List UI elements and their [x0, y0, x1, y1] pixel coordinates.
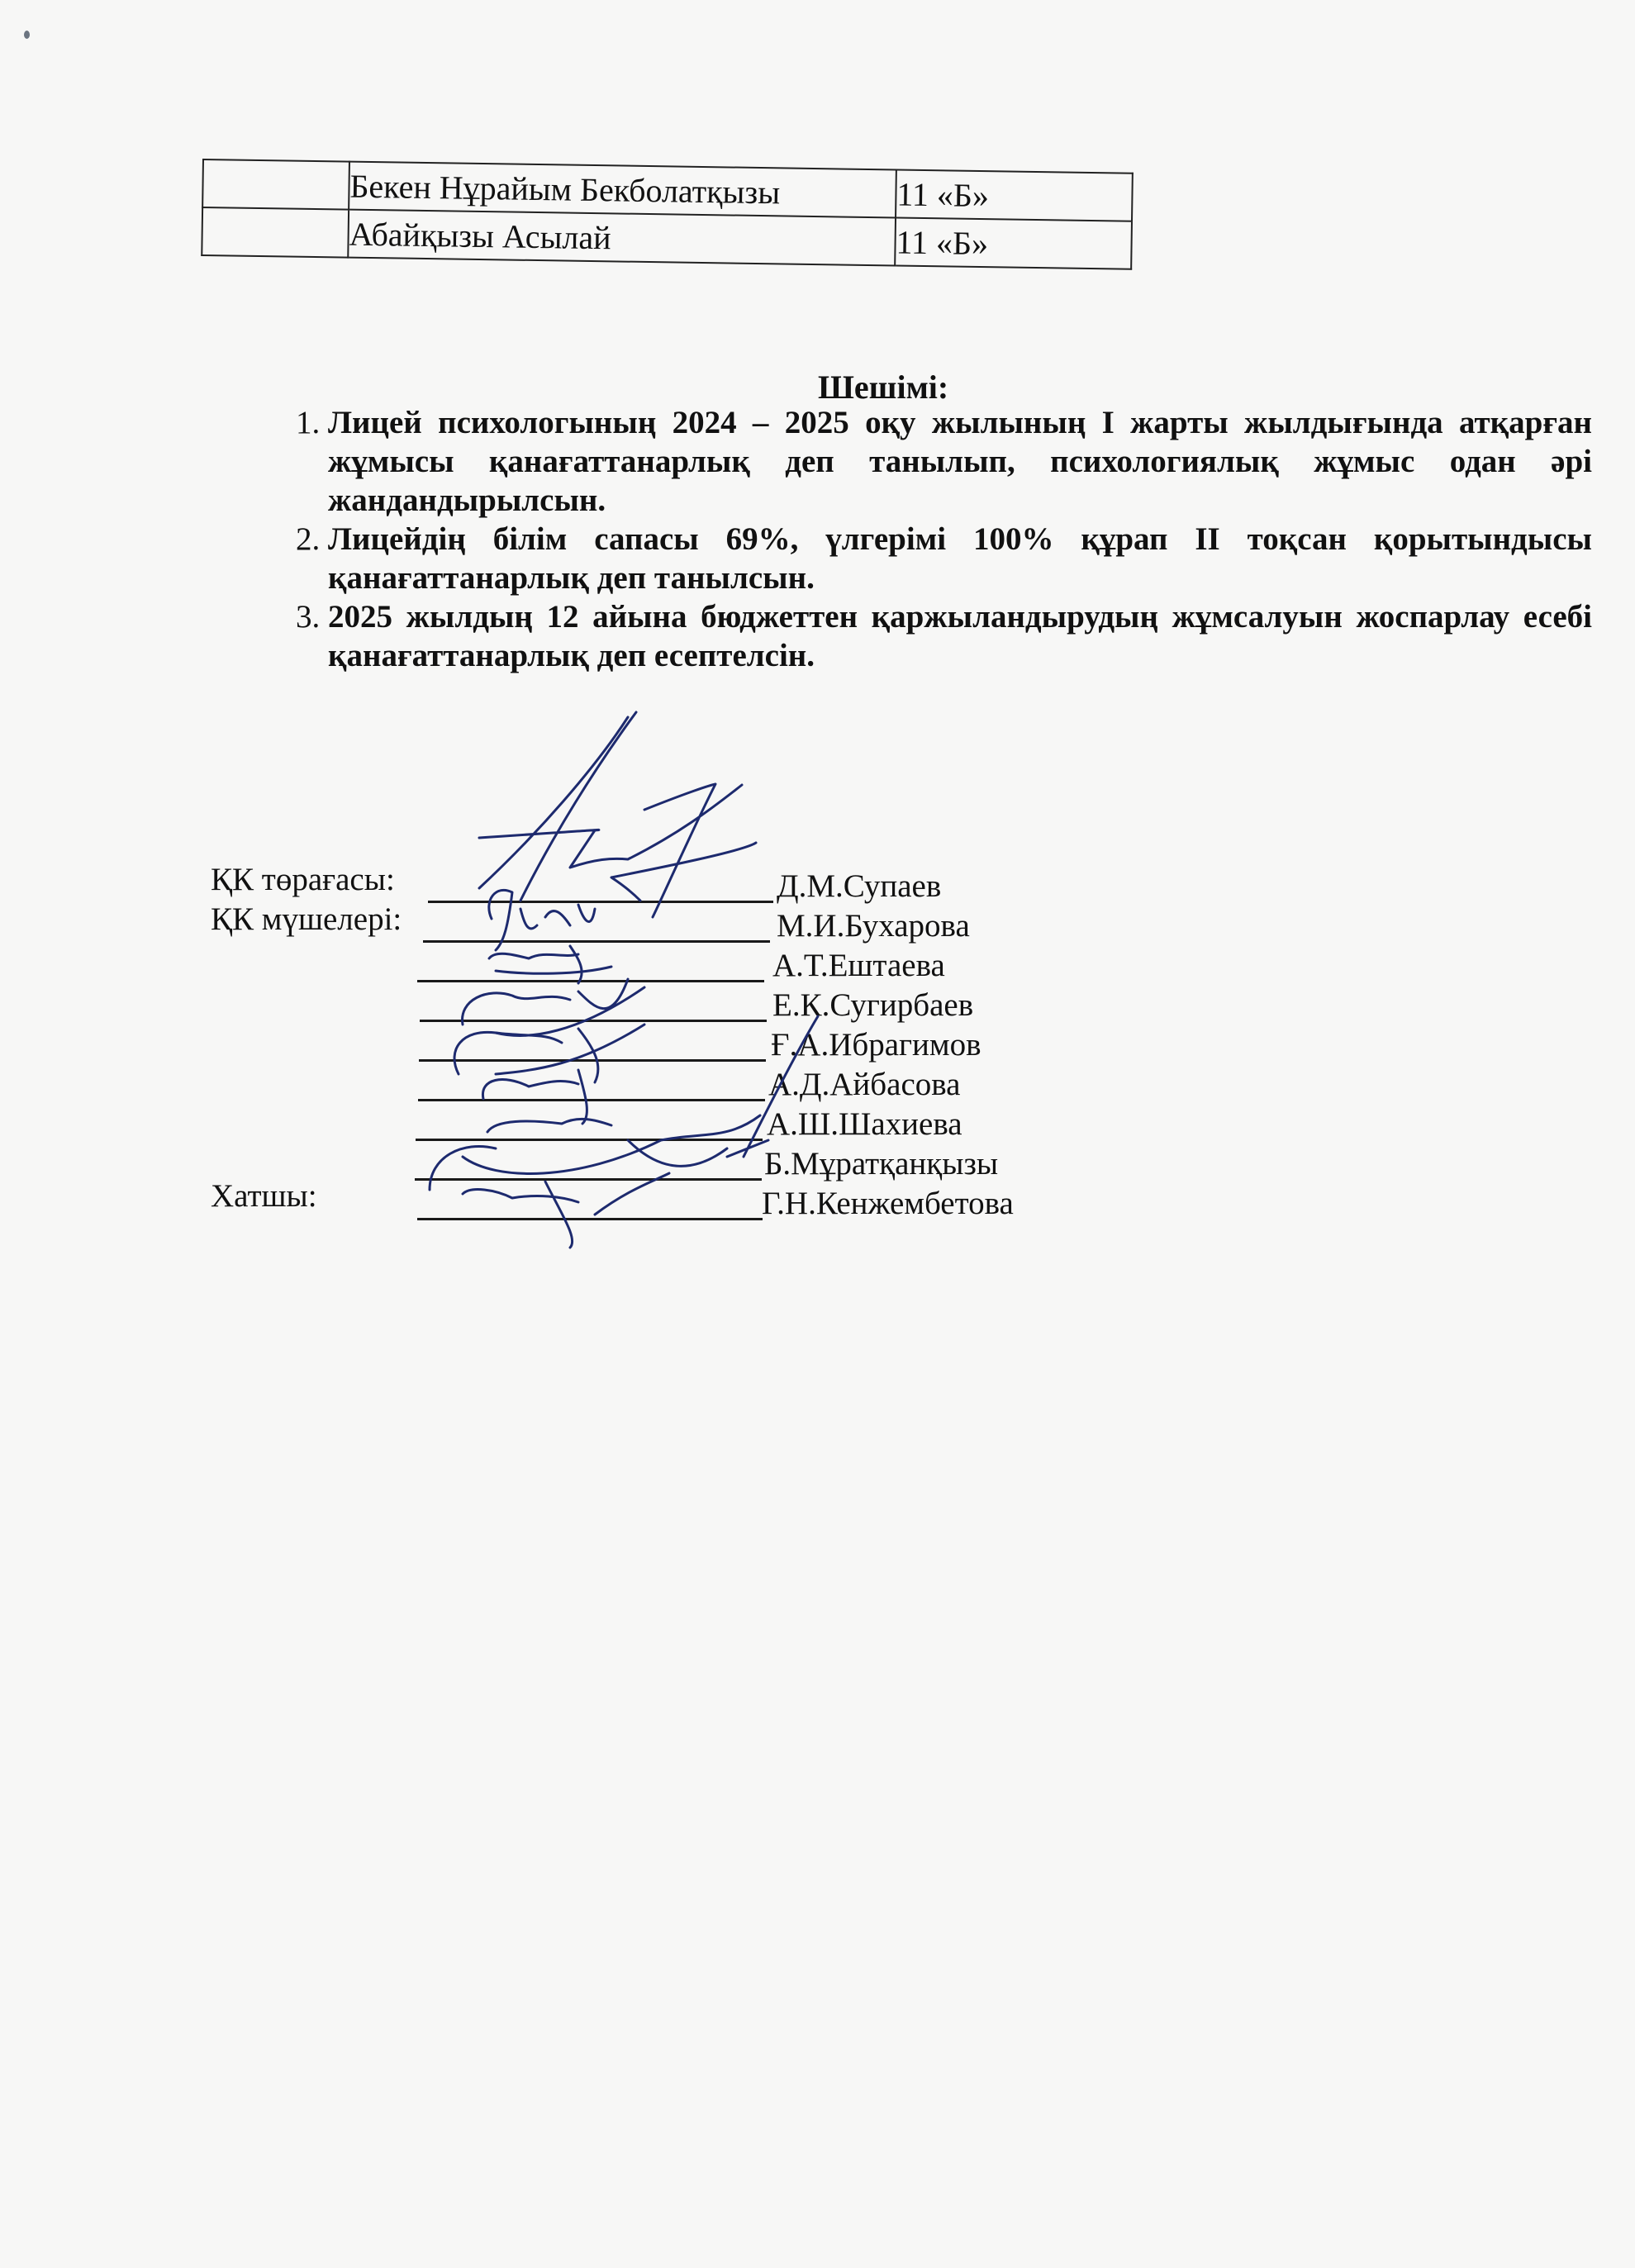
member-name: Б.Мұратқанқызы [764, 1146, 999, 1182]
member-name: Е.К.Сугирбаев [772, 987, 974, 1023]
member-signature [454, 1025, 644, 1082]
member-signature-line [419, 1059, 766, 1062]
member-name: А.Ш.Шахиева [767, 1106, 962, 1142]
member-signature [482, 1070, 587, 1124]
chair-signature [479, 712, 756, 917]
chair-signature-line [428, 901, 773, 903]
member-name: М.И.Бухарова [777, 908, 970, 944]
student-name-cell: Абайқызы Асылай [348, 210, 896, 266]
secretary-signature [463, 1173, 669, 1248]
decision-list [273, 403, 1592, 675]
student-class-cell: 11 «Б» [896, 169, 1133, 221]
secretary-name: Г.Н.Кенжембетова [762, 1186, 1014, 1221]
row-number-cell [202, 159, 349, 210]
member-signature-line [420, 1020, 767, 1022]
member-signature-line [417, 980, 764, 982]
decision-title: Шешімі: [818, 368, 949, 406]
member-signature [463, 979, 644, 1035]
decision-item: 2. Лицейдің білім сапасы 69%, үлгерімі 100% құрап ІІ тоқсан қорытындысы қанағаттанарлық деп танылсын. [328, 520, 1592, 597]
member-signature-line [416, 1139, 763, 1141]
member-signature-line [415, 1178, 762, 1181]
member-signature [430, 1016, 818, 1190]
secretary-signature-line [417, 1218, 763, 1220]
decision-item: 3. 2025 жылдың 12 айына бюджеттен қаржыландырудың жұмсалуын жоспарлау есебі қанағаттанарлық деп есептелсін. [328, 597, 1592, 675]
decision-item: 1. Лицей психологының 2024 – 2025 оқу жылының І жарты жылдығында атқарған жұмысы қанағаттанарлық деп танылып, психологиялық жұмыс одан әрі жандандырылсын. [328, 403, 1592, 520]
students-table [201, 159, 1134, 270]
secretary-label: Хатшы: [211, 1178, 317, 1214]
members-label: ҚК мүшелері: [211, 901, 402, 937]
member-name: Ғ.А.Ибрагимов [771, 1027, 981, 1063]
member-signature [489, 946, 611, 983]
student-name-cell: Бекен Нұрайым Бекболатқызы [349, 162, 896, 218]
member-signature-line [418, 1099, 765, 1101]
row-number-cell [202, 207, 349, 258]
chair-label: ҚК төрағасы: [211, 862, 395, 897]
member-name: А.Т.Ештаева [772, 948, 945, 983]
paper-speck [24, 31, 30, 39]
member-signature-line [423, 940, 770, 943]
student-class-cell: 11 «Б» [895, 217, 1132, 269]
chair-name: Д.М.Супаев [777, 868, 942, 904]
member-name: А.Д.Айбасова [768, 1067, 961, 1102]
